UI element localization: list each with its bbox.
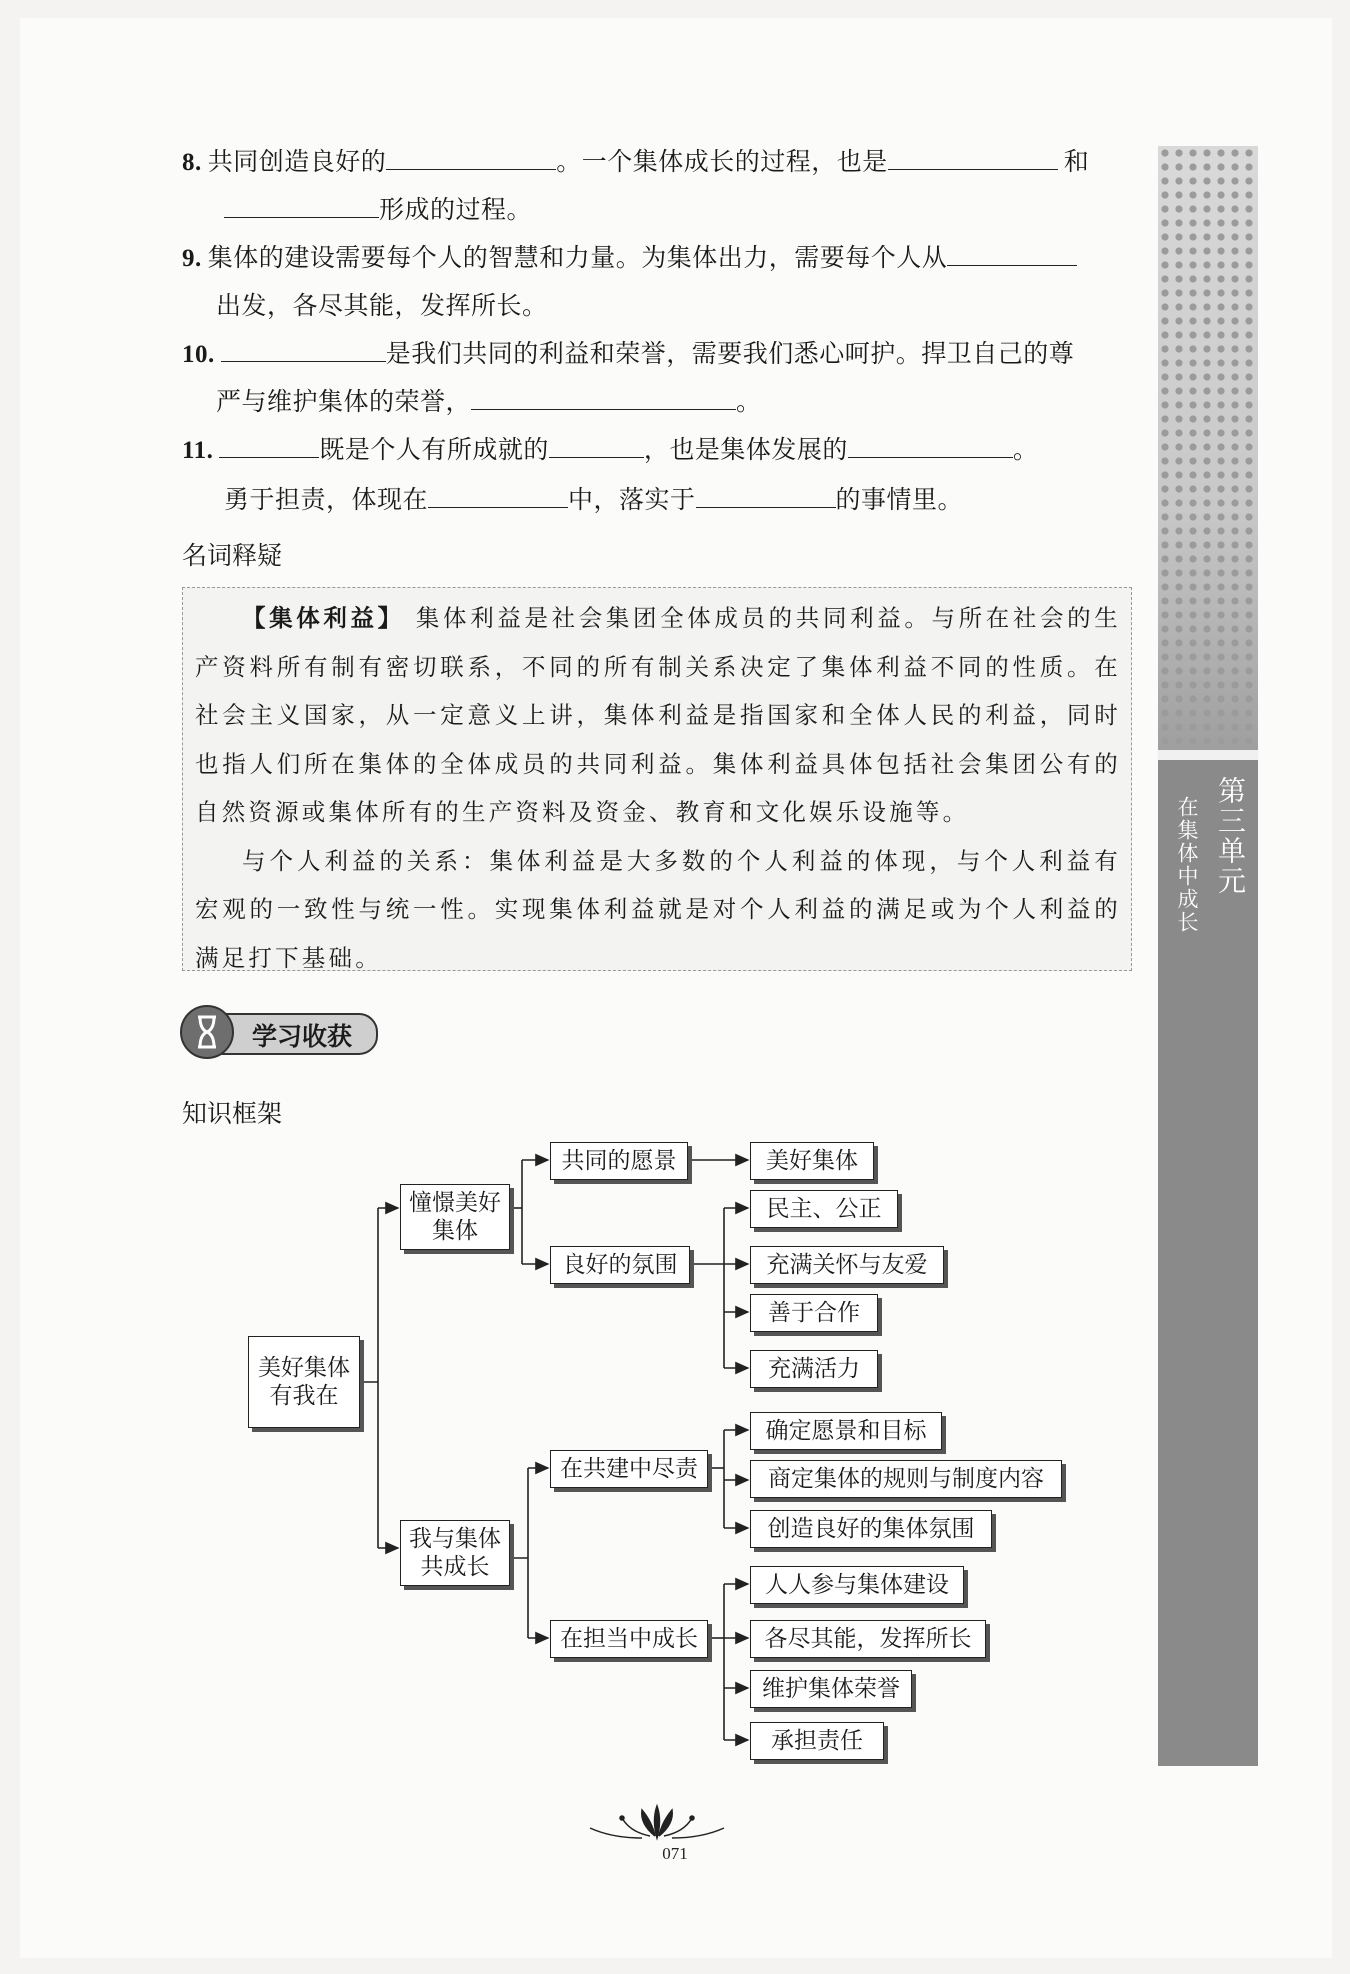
mindmap-leaf: 承担责任 — [750, 1722, 884, 1760]
mindmap-leaf: 民主、公正 — [750, 1190, 898, 1228]
mindmap-leaf: 充满活力 — [750, 1350, 878, 1388]
question-text: 形成的过程。 — [379, 195, 533, 224]
mindmap-leaf: 维护集体荣誉 — [750, 1670, 912, 1708]
mindmap-leaf: 创造良好的集体氛围 — [750, 1510, 992, 1548]
question-text: ，也是集体发展的 — [643, 435, 848, 464]
glossary-term: 【集体利益】 — [242, 604, 405, 632]
mindmap-node-responsibility: 在担当中成长 — [550, 1620, 708, 1658]
glossary-heading: 名词释疑 — [182, 541, 283, 570]
question-text: 勇于担责，体现在 — [224, 485, 429, 514]
mindmap-branch-grow: 我与集体共成长 — [400, 1520, 510, 1586]
question-text: 共同创造良好的 — [207, 147, 387, 176]
question-text: 严与维护集体的荣誉， — [216, 387, 472, 416]
question-number: 11. — [182, 437, 214, 464]
sidebar-unit-label: 第三单元 — [1214, 776, 1247, 896]
mindmap-leaf: 人人参与集体建设 — [750, 1566, 964, 1604]
page-number: 071 — [662, 1844, 688, 1863]
question-text: 。一个集体成长的过程，也是 — [556, 147, 888, 176]
mindmap-leaf: 充满关怀与友爱 — [750, 1246, 944, 1284]
question-text: 。 — [1012, 435, 1039, 464]
mindmap-branch-aspire: 憧憬美好集体 — [400, 1184, 510, 1250]
question-number: 9. — [182, 245, 202, 272]
mindmap-leaf: 商定集体的规则与制度内容 — [750, 1460, 1062, 1498]
question-text: 既是个人有所成就的 — [319, 435, 549, 464]
question-text: 是我们共同的利益和荣誉，需要我们悉心呵护。捍卫自己的尊 — [385, 339, 1075, 368]
mindmap-leaf: 各尽其能，发挥所长 — [750, 1620, 986, 1658]
banner-label: 学习收获 — [252, 1022, 353, 1051]
question-text: 中，落实于 — [568, 485, 696, 514]
question-text: 。 — [736, 387, 762, 416]
question-text: 的事情里。 — [835, 485, 964, 514]
mindmap-leaf: 善于合作 — [750, 1294, 878, 1332]
mindmap-node-vision: 共同的愿景 — [550, 1142, 688, 1180]
sidebar-unit-title: 在集体中成长 — [1175, 796, 1199, 934]
framework-heading: 知识框架 — [182, 1099, 283, 1128]
question-number: 8. — [182, 149, 202, 176]
question-number: 10. — [182, 341, 215, 368]
question-text: 和 — [1063, 147, 1090, 176]
mindmap-node-atmosphere: 良好的氛围 — [550, 1246, 690, 1284]
mindmap-root: 美好集体有我在 — [248, 1336, 360, 1428]
footer-ornament-icon — [582, 1802, 732, 1842]
mindmap-leaf: 确定愿景和目标 — [750, 1412, 942, 1450]
glossary-paragraph: 与个人利益的关系：集体利益是大多数的个人利益的体现，与个人利益有宏观的一致性与统一性。实现集体利益就是对个人利益的满足或为个人利益的满足打下基础。 — [195, 846, 1121, 972]
question-text: 集体的建设需要每个人的智慧和力量。为集体出力，需要每个人从 — [207, 243, 948, 272]
mindmap-node-build: 在共建中尽责 — [550, 1450, 708, 1488]
glossary-text: 集体利益是社会集团全体成员的共同利益。与所在社会的生产资料所有制有密切联系，不同的所有制关系决定了集体利益不同的性质。在社会主义国家，从一定意义上讲，集体利益是指国家和全体人民的利益，同时也指人们所在集体的全体成员的共同利益。集体利益具体包括社会集团公有的自然资源或集体所有的生产资料及资金、教育和文化娱乐设施等。 — [195, 604, 1121, 826]
mindmap-leaf: 美好集体 — [750, 1142, 874, 1180]
question-text: 出发，各尽其能，发挥所长。 — [216, 291, 548, 320]
